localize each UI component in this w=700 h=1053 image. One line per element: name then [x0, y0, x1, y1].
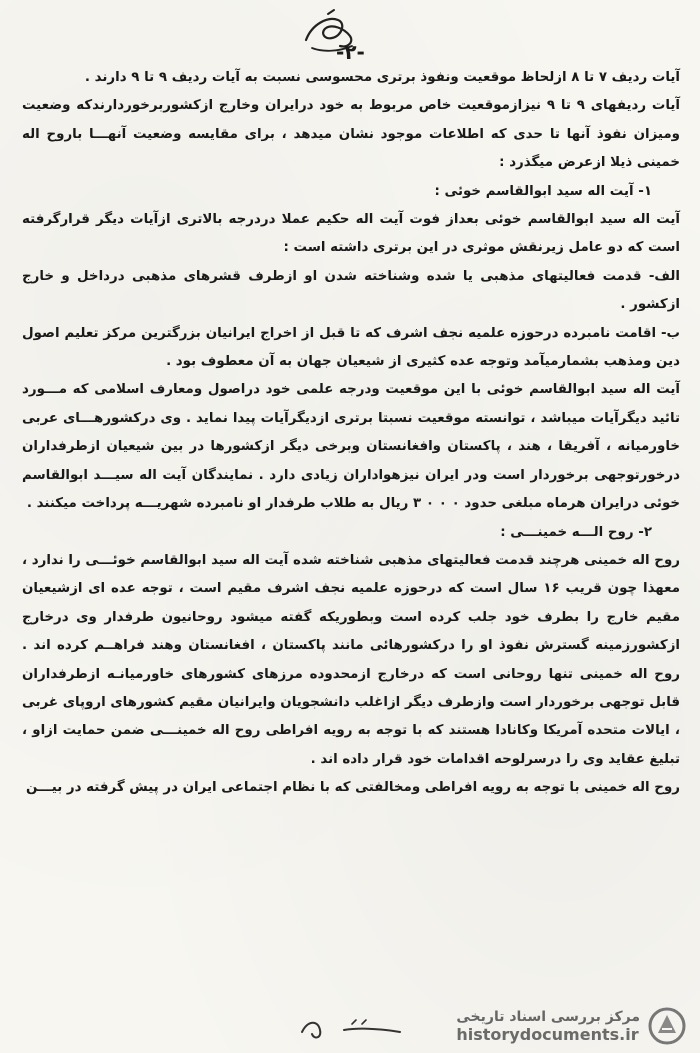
section-heading-khoei: ١- آیت اله سید ابوالقاسم خوئی : [434, 183, 652, 199]
watermark-url: historydocuments.ir [456, 1025, 639, 1044]
watermark-title: مرکز بررسی اسناد تاریخی [456, 1009, 640, 1025]
paragraph-khoei-status: آیت اله سید ابوالقاسم خوئی بعداز فوت آیت اله حکیم عملا دردرجه بالاتری ازآیات دیگر قرارگرفته است که دو عامل زیرنقش موثری در این برتری داشته است : [22, 212, 680, 256]
archive-watermark [456, 1007, 686, 1045]
list-item-alef: الف- قدمت فعالیتهای مذهبی یا شده وشناخته شدن او ازطرف قشرهای مذهبی درداخل و خارج ازکشور . [22, 268, 680, 313]
section-heading-khomeini: ٢- روح الـــه خمینـــی : [500, 524, 652, 540]
handwritten-signature [296, 1008, 406, 1044]
list-item-be: ب- اقامت نامبرده درحوزه علمیه نجف اشرف که تا قبل از اخراج ایرانیان بزرگترین مرکز تعلیم اصول دین ومذهب بشمارمیآمد وتوجه عده کثیری از شیعیان جهان به آن معطوف بود . [22, 325, 680, 370]
paragraph-khomeini-continued: روح اله خمینی با توجه به رویه افراطی ومخالفتی که با نظام اجتماعی ایران در پیش گرفته در بیـــن [25, 780, 680, 796]
archive-logo-icon [648, 1007, 686, 1045]
paragraph-intro: آیات ردیفهای ۹ تا ۹ نیزازموقعیت خاص مربوط به خود درایران وخارج ازکشوربرخوردارندکه وضعیت ومیزان نفوذ آنها تا حدی که اطلاعات موجود نشان میدهد ، برای مقایسه وضعیت آنهـــا باروح اله خمینی ذیلا ازعرض میگذرد : [22, 98, 680, 171]
paragraph-khoei-influence: آیت اله سید ابوالقاسم خوئی با این موقعیت ودرجه علمی خود دراصول ومعارف اسلامی که مـــورد تائید دیگرآیات میباشد ، توانسته موقعیت نسبتا برتری ازدیگرآیات پیدا نماید . وی درکشورهـــای عربی خاورمیانه ، آفریقا ، هند ، پاکستان وافغانستان وبرخی دیگر ازکشورها در بین شیعیان ازطرفداران درخورتوجهی برخوردار است ودر ایران نیزهواداران زیادی دارد . نمایندگان آیت اله سیـــد ابوالقاسم خوئی درایران هرماه مبلغی حدود ۰ ۰ ۰ ۳ ریال به طلاب طرفدار او نامبرده شهریـــه پرداخت میکنند . [22, 382, 680, 512]
watermark-text [456, 1008, 640, 1044]
page-number: -٢- [336, 40, 365, 64]
paragraph-rows-comparison: آیات ردیف ۷ تا ۸ ازلحاظ موقعیت ونفوذ برتری محسوسی نسبت به آیات ردیف ۹ تا ۹ دارند . [84, 70, 680, 85]
paragraph-khomeini-influence: روح اله خمینی هرچند قدمت فعالیتهای مذهبی شناخته شده آیت اله سید ابوالقاسم خوئـــی را ندارد ، معهذا چون قریب ۱۶ سال است که درحوزه علمیه نجف اشرف مقیم است ، توجه عده ای ازشیعیان مقیم خارج را بطرف خود جلب کرده است وبطوریکه گفته میشود روحانیون طرفدار وی درخارج ازکشورزمینه گسترش نفوذ او را درکشورهائی مانند پاکستان ، افغانستان وهند فراهــم کرده اند . روح اله خمینی تنها روحانی است که درخارج ازمحدوده مرزهای کشورهای خاورمیانـه ازطرفداران قابل توجهی برخوردار است وازطرف دیگر ازاغلب دانشجویان وایرانیان مقیم کشورهای اروپای غربی ، ایالات متحده آمریکا وکانادا هستند که با توجه به رویه افراطی روح اله خمینـــی ضمن حمایت ازاو ، تبلیغ عقاید وی را درسرلوحه اقدامات خود قرار داده اند . [22, 552, 680, 767]
document-body [22, 64, 680, 803]
